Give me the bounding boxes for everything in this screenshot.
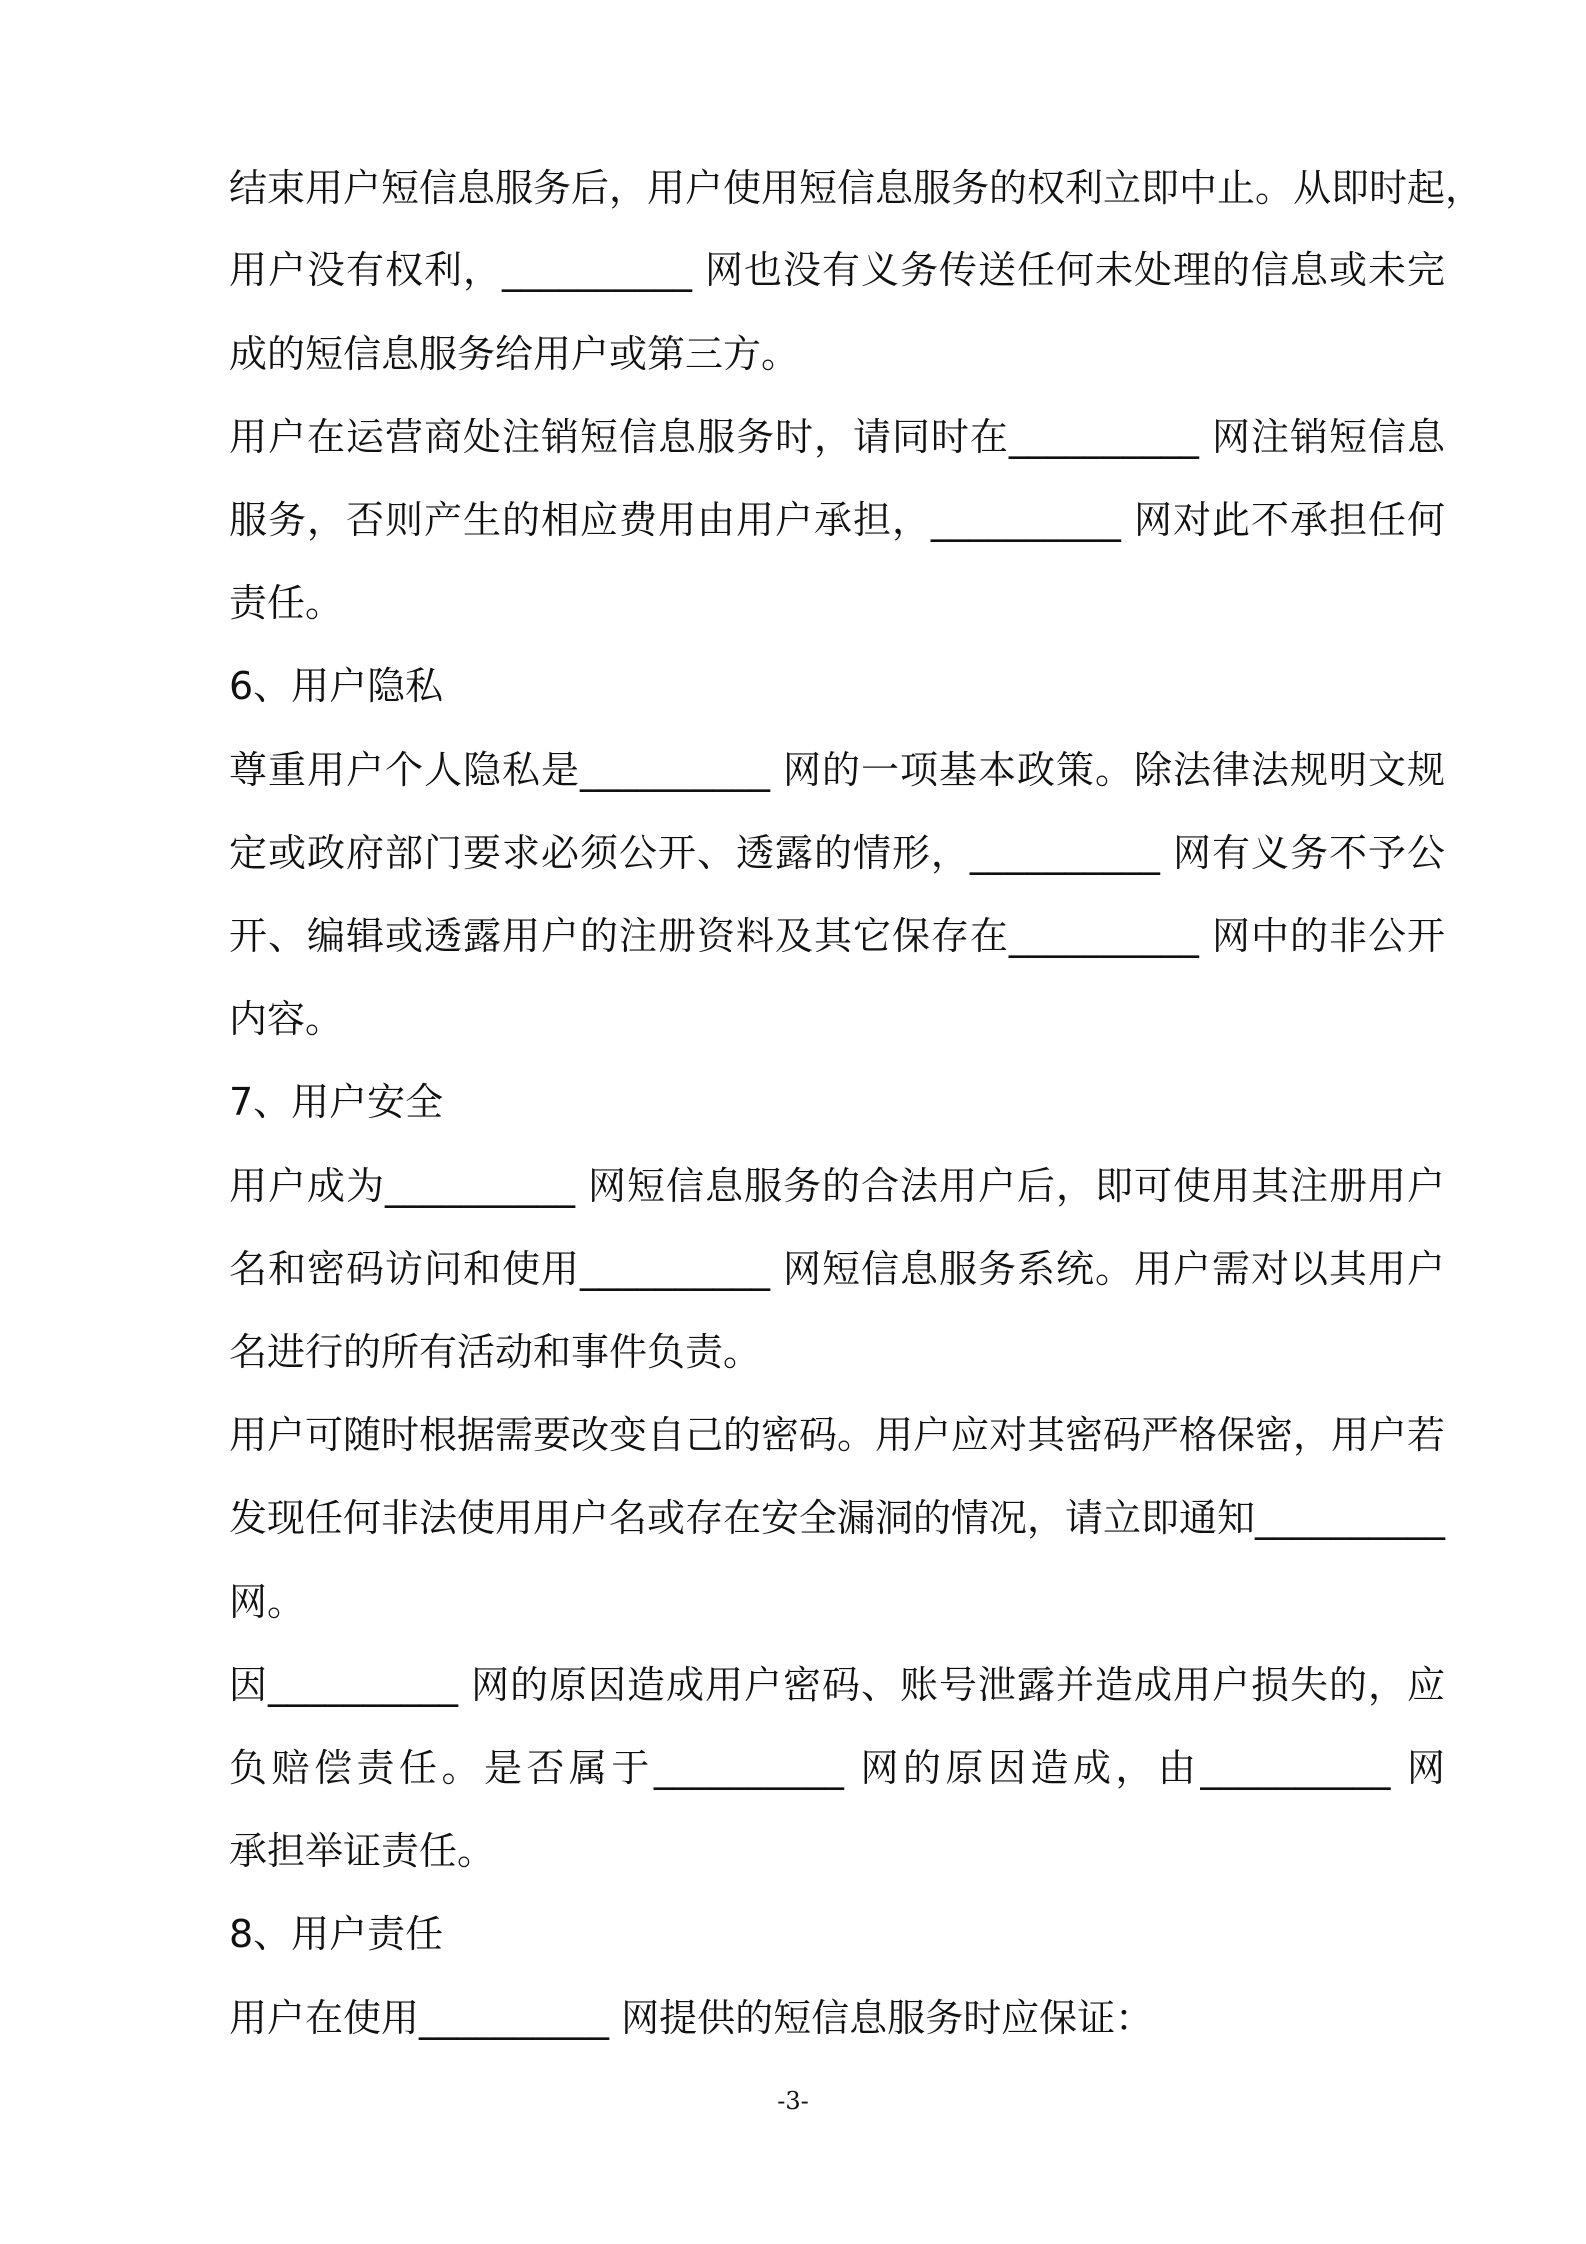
paragraph-line: 因__________ 网的原因造成用户密码、账号泄露并造成用户损失的，应 [229, 1663, 1445, 1707]
paragraph-line: 用户在使用__________ 网提供的短信息服务时应保证： [229, 1996, 1154, 2040]
paragraph-line: 尊重用户个人隐私是__________ 网的一项基本政策。除法律法规明文规 [229, 748, 1445, 792]
paragraph-line: 内容。 [229, 997, 344, 1041]
paragraph-line: 发现任何非法使用用户名或存在安全漏洞的情况，请立即通知__________ [229, 1496, 1446, 1540]
section-heading: 7、用户安全 [229, 1080, 444, 1124]
paragraph-line: 名进行的所有活动和事件负责。 [229, 1330, 762, 1374]
paragraph-line: 定或政府部门要求必须公开、透露的情形，__________ 网有义务不予公 [229, 831, 1445, 875]
paragraph-line: 开、编辑或透露用户的注册资料及其它保存在__________ 网中的非公开 [229, 914, 1445, 958]
page-number: -3- [777, 2087, 809, 2115]
paragraph-line: 用户在运营商处注销短信息服务时，请同时在__________ 网注销短信息 [229, 415, 1445, 459]
paragraph-line: 用户没有权利，__________ 网也没有义务传送任何未处理的信息或未完 [229, 248, 1445, 292]
paragraph-line: 承担举证责任。 [229, 1829, 496, 1873]
paragraph-line: 结束用户短信息服务后，用户使用短信息服务的权利立即中止。从即时起， [229, 166, 1484, 210]
section-heading: 6、用户隐私 [229, 664, 444, 708]
paragraph-line: 用户成为__________ 网短信息服务的合法用户后，即可使用其注册用户 [229, 1164, 1445, 1208]
paragraph-line: 责任。 [229, 581, 344, 625]
paragraph-line: 成的短信息服务给用户或第三方。 [229, 332, 800, 376]
paragraph-line: 用户可随时根据需要改变自己的密码。用户应对其密码严格保密，用户若 [229, 1413, 1446, 1457]
section-heading: 8、用户责任 [229, 1912, 444, 1956]
paragraph-line: 名和密码访问和使用__________ 网短信息服务系统。用户需对以其用户 [229, 1247, 1445, 1291]
paragraph-line: 网。 [229, 1580, 306, 1624]
paragraph-line: 服务，否则产生的相应费用由用户承担，__________ 网对此不承担任何 [229, 498, 1445, 542]
paragraph-line: 负赔偿责任。是否属于__________ 网的原因造成，由__________ 网 [229, 1746, 1445, 1790]
